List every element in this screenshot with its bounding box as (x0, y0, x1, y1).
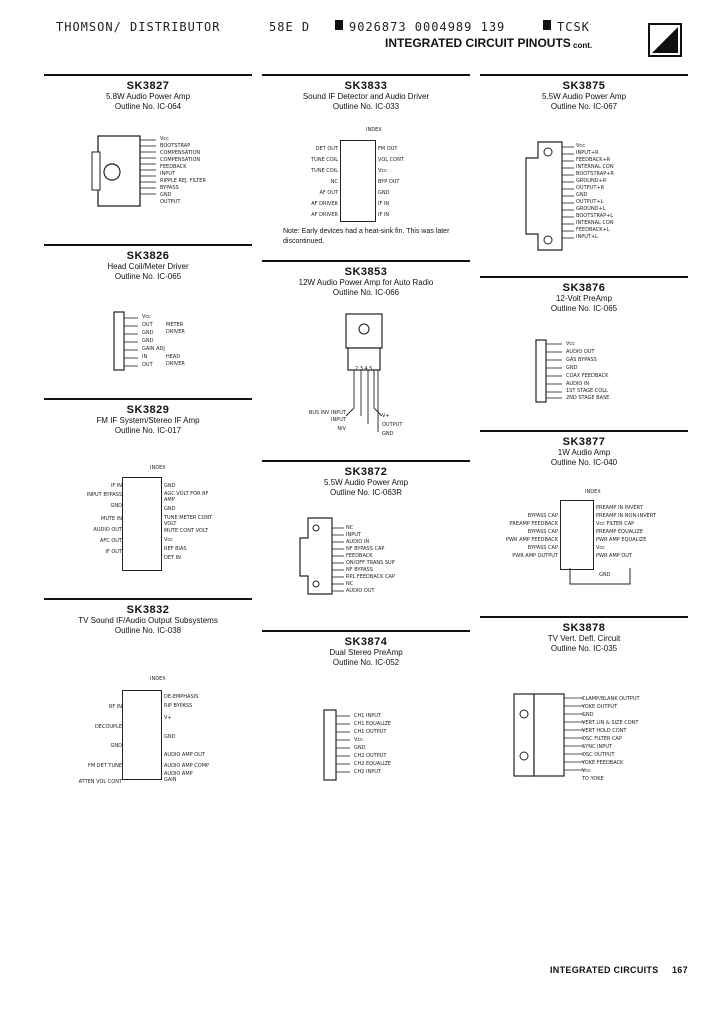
pin-label: INPUT BYPASS (86, 492, 122, 498)
pin-label: GAS BYPASS (566, 357, 597, 363)
pin-label: PREAMP FEEDBACK (509, 521, 558, 527)
part-number: SK3833 (344, 80, 388, 92)
pin-numbers-sk3853: 2 3 4 5 (355, 366, 373, 372)
pin-label: AUDIO OUT (566, 349, 595, 355)
pin-label: Vcc (582, 768, 591, 774)
page-title-cont: cont. (573, 41, 593, 50)
part-number: SK3832 (126, 604, 170, 616)
pin-label: REF BIAS (164, 546, 187, 552)
part-description: 5.8W Audio Power Amp (105, 92, 191, 101)
pin-label: OUTPUT (382, 422, 403, 428)
left-pins-sk3829 (66, 481, 122, 558)
column-rule-left (44, 74, 252, 76)
pin-label: PREAMP IN INVERT (596, 505, 643, 511)
pin-label: GND (164, 483, 176, 489)
pin-label: OUTPUT+R (576, 185, 605, 191)
part-number: SK3827 (126, 80, 170, 92)
section-sk3875 (480, 80, 688, 112)
pin-label: ON/OFF TRANS SUP (346, 560, 395, 566)
pin-label: CH1 OUTPUT (354, 729, 387, 735)
pin-label: CH1 INPUT (354, 713, 381, 719)
pin-label: GND (160, 192, 172, 198)
corner-arrow-logo-icon (648, 23, 682, 57)
pin-label: AUDIO OUT (93, 527, 122, 533)
part-description: Sound IF Detector and Audio Driver (302, 92, 430, 101)
part-description: TV Sound IF/Audio Output Subsystems (78, 616, 218, 625)
pin-label: COMPENSATION (160, 157, 201, 163)
right-pins-sk3833 (378, 144, 448, 221)
pin-label: INTERNAL CON (576, 164, 614, 170)
pin-label: GND (110, 503, 122, 509)
pin-label: Vcc (596, 545, 605, 551)
pin-label: INPUT (346, 532, 361, 538)
pin-list-sk3876 (566, 340, 609, 402)
pin-label: RF IN (108, 704, 122, 710)
part-number: SK3878 (562, 622, 606, 634)
pin-label: V+ (164, 715, 172, 721)
outline-number: Outline No. IC-040 (550, 458, 618, 467)
section-divider (262, 260, 470, 262)
right-pins-sk3877 (596, 504, 686, 560)
pin-label: IF OUT (105, 549, 122, 555)
section-divider (480, 430, 688, 432)
left-pins-sk3853 (308, 410, 346, 434)
pin-list-sk3826 (142, 313, 165, 369)
dip-chip-sk3877 (560, 500, 594, 570)
pin-label: VERT HOLD CONT (582, 728, 627, 734)
pin-label: CLAMP/BLANK OUTPUT (582, 696, 640, 702)
pin-label: TO YOKE (582, 776, 604, 782)
part-number: SK3826 (126, 250, 170, 262)
pin-label: CH2 OUTPUT (354, 753, 387, 759)
dip-chip-sk3833 (340, 140, 376, 222)
pin-label: OUT (142, 362, 153, 368)
right-pins-sk3829 (164, 481, 244, 563)
part-description: Head Coil/Meter Driver (107, 262, 189, 271)
pin-label: NF BYPASS CAP (346, 546, 385, 552)
pin-label: INPUT (160, 171, 175, 177)
header-code: 58E D (269, 20, 311, 34)
pin-label: AUDIO AMP OUT (164, 752, 205, 758)
pin-label: INTERNAL CON (576, 220, 614, 226)
heat-sink-note: Note: Early devices had a heat-sink fin. This was later discontinued. (283, 228, 450, 245)
pin-label: OUT (142, 322, 153, 328)
pin-label: FEEDBACK (346, 553, 373, 559)
ic-package-sk3853 (342, 312, 386, 442)
pin-list-sk3875 (576, 143, 614, 241)
section-sk3877 (480, 436, 688, 468)
right-pins-sk3853 (382, 412, 422, 439)
ic-package-sk3874 (322, 708, 352, 782)
index-label: INDEX (150, 676, 166, 682)
pin-list-sk3872 (346, 525, 395, 595)
pin-label: CH2 INPUT (354, 769, 381, 775)
pin-label: GND (566, 365, 578, 371)
pin-label: GROUND+L (576, 206, 606, 212)
dip-chip-sk3832 (122, 690, 162, 780)
pin-label: BOOTSTRAP+L (576, 213, 614, 219)
part-description: 12-Volt PreAmp (555, 294, 613, 303)
pin-label: GND (164, 506, 176, 512)
pin-label: NC (346, 581, 354, 587)
left-pins-sk3832 (66, 697, 122, 785)
barcode-mark (335, 20, 343, 30)
part-number: SK3874 (344, 636, 388, 648)
pin-label: INPUT+R (576, 150, 599, 156)
outline-number: Outline No. IC-064 (114, 102, 182, 111)
section-divider (262, 460, 470, 462)
pin-label: 2ND STAGE BASE (566, 395, 610, 401)
pin-label: Vcc FILTER CAP (596, 521, 635, 527)
ic-package-sk3875 (524, 140, 574, 252)
section-sk3874 (262, 636, 470, 668)
part-number: SK3876 (562, 282, 606, 294)
pin-label: AUDIO OUT (346, 588, 375, 594)
section-sk3833 (262, 80, 470, 112)
pin-label: MUTE IN (101, 516, 122, 522)
page-title: INTEGRATED CIRCUIT PINOUTS (385, 36, 571, 50)
part-description: 5.5W Audio Power Amp (541, 92, 627, 101)
pin-label: OSC FILTER CAP (582, 736, 622, 742)
section-divider (44, 244, 252, 246)
pin-label: PREAMP EQUALIZE (596, 529, 644, 535)
pin-label: Vcc (576, 143, 585, 149)
pin-label: BYPASS (160, 185, 179, 191)
pin-label: TUNE COIL (311, 157, 338, 163)
pin-label: FM OUT (378, 146, 398, 152)
left-pins-sk3877 (484, 512, 558, 560)
pin-label: AF DRIVER (311, 212, 338, 218)
pin-label: CH2 EQUALIZE (354, 761, 392, 767)
section-sk3878 (480, 622, 688, 654)
pin-label: AUDIO IN (566, 381, 590, 387)
pin-label: COAX FEEDBACK (566, 373, 609, 379)
pin-label: IF IN (378, 201, 390, 207)
header-barcode: 9026873 0004989 139 (349, 20, 506, 34)
part-number: SK3872 (344, 466, 388, 478)
pin-label: GND (142, 330, 154, 336)
pin-label: Vcc (378, 168, 387, 174)
outline-number: Outline No. IC-065 (114, 272, 182, 281)
part-description: 12W Audio Power Amp for Auto Radio (298, 278, 434, 287)
pin-label: DET OUT (315, 146, 338, 152)
pin-label: VERT LIN & SIZE CONT (582, 720, 639, 726)
pin-label: BYPASS CAP (527, 529, 558, 535)
pin-label: GND (378, 190, 390, 196)
pin-label: VOL CONT (378, 157, 404, 163)
pin-label: AUDIO IN (346, 539, 370, 545)
pin-label: GAIN ADJ (142, 346, 165, 352)
pin-label: IN (142, 354, 148, 360)
pin-label: SYNC INPUT (582, 744, 612, 750)
barcode-mark-2 (543, 20, 551, 30)
section-divider (480, 616, 688, 618)
pin-label: Vcc (142, 314, 151, 320)
part-number: SK3877 (562, 436, 606, 448)
pin-label: BOOTSTRAP (160, 143, 191, 149)
pin-label: IF IN (110, 483, 122, 489)
outline-number: Outline No. IC-067 (550, 102, 618, 111)
outline-number: Outline No. IC-038 (114, 626, 182, 635)
pin-label: YOKE OUTPUT (582, 704, 618, 710)
section-sk3826 (44, 250, 252, 282)
outline-number: Outline No. IC-035 (550, 644, 618, 653)
head-driver-label: HEAD DRIVER (166, 354, 185, 367)
column-rule-middle (262, 74, 470, 76)
section-divider (44, 398, 252, 400)
outline-number: Outline No. IC-052 (332, 658, 400, 667)
part-number: SK3875 (562, 80, 606, 92)
pin-label: V+ (382, 413, 390, 419)
pin-label: RIPPLE REJ. FILTER (160, 178, 206, 184)
pin-label: GND (142, 338, 154, 344)
pin-label: AFC OUT (99, 538, 122, 544)
pin-label: COMPENSATION (160, 150, 201, 156)
outline-number: Outline No. IC-063R (329, 488, 403, 497)
dip-chip-sk3829 (122, 477, 162, 571)
pin-label: OUTPUT+L (576, 199, 604, 205)
ic-package-sk3826 (112, 310, 140, 372)
pin-label: NF BYPASS (346, 567, 373, 573)
pin-label: OUTPUT (160, 199, 181, 205)
pin-label: AGC VOLT FOR RF AMP (164, 491, 209, 503)
pin-label: NC (346, 525, 354, 531)
pin-label: 1ST STAGE COLL (566, 388, 608, 394)
pin-label: FEEDBACK+R (576, 157, 611, 163)
pin-label: PWR AMP OUT (596, 553, 633, 559)
pin-label: GND (582, 712, 594, 718)
outline-number: Outline No. IC-033 (332, 102, 400, 111)
pin-label: PWR AMP FEEDBACK (506, 537, 558, 543)
pin-label: GND (354, 745, 366, 751)
pin-label: ATTEN VOL CONT (78, 779, 122, 785)
pin-label: DE-EMPHASIS (164, 694, 199, 700)
pin-label: OSC OUTPUT (582, 752, 615, 758)
pin-label: INPUT (331, 417, 346, 423)
gnd-label: GND (599, 572, 611, 578)
pin-label: GND (110, 743, 122, 749)
ic-package-sk3827 (90, 132, 160, 210)
left-pins-sk3833 (282, 144, 338, 221)
pin-label: IF IN (378, 212, 390, 218)
part-description: TV Vert. Defl. Circuit (547, 634, 621, 643)
page-number: 167 (672, 965, 688, 975)
pin-label: BOOTSTRAP+R (576, 171, 614, 177)
pin-label: PWR AMP OUTPUT (512, 553, 558, 559)
column-rule-right (480, 74, 688, 76)
pin-label: CH1 EQUALIZE (354, 721, 392, 727)
pin-label: Vcc (164, 537, 173, 543)
ic-package-sk3872 (298, 516, 344, 596)
index-label: INDEX (150, 465, 166, 471)
pin-label: TUNE METER CONT VOLT (164, 515, 213, 527)
pin-label: MUTE CONT VOLT (164, 528, 209, 534)
pin-label: BYPASS CAP (527, 545, 558, 551)
part-number: SK3853 (344, 266, 388, 278)
pin-list-sk3878 (582, 695, 640, 783)
section-sk3876 (480, 282, 688, 314)
right-pins-sk3832 (164, 693, 244, 783)
pin-label: RPL FEEDBACK CAP (346, 574, 395, 580)
pin-label: AF OUT (319, 190, 338, 196)
part-description: 5.5W Audio Power Amp (323, 478, 409, 487)
outline-number: Outline No. IC-066 (332, 288, 400, 297)
pin-label: NIV (337, 426, 346, 432)
header-suffix: TCSK (557, 20, 590, 34)
pin-label: TUNE COIL (311, 168, 338, 174)
header-distributor: THOMSON/ DISTRIBUTOR (56, 20, 221, 34)
pin-label: GND (164, 734, 176, 740)
section-sk3853 (262, 266, 470, 298)
pin-label: AUDIO AMP COMP (164, 763, 210, 769)
pin-label: PREAMP IN NON-INVERT (596, 513, 656, 519)
pin-label: BYPASS CAP (527, 513, 558, 519)
pin-label: Vcc (354, 737, 363, 743)
meter-driver-label: METER DRIVER (166, 322, 185, 335)
pin-label: FM DET TUNE (87, 763, 122, 769)
pin-label: GND (576, 192, 588, 198)
footer-label: INTEGRATED CIRCUITS (550, 965, 659, 975)
index-label: INDEX (585, 489, 601, 495)
pin-label: Vcc (160, 136, 169, 142)
pin-label: INPUT+L (576, 234, 598, 240)
pin-label: GROUND+R (576, 178, 607, 184)
section-sk3827 (44, 80, 252, 112)
pin-label: Vcc (566, 341, 575, 347)
section-sk3829 (44, 404, 252, 436)
pin-label: FEEDBACK+L (576, 227, 610, 233)
pin-label: GND (382, 431, 394, 437)
ic-package-sk3876 (534, 338, 564, 404)
pin-label: BUS INV INPUT (308, 410, 346, 416)
part-description: FM IF System/Stereo IF Amp (96, 416, 200, 425)
pin-label: PWR AMP EQUALIZE (596, 537, 647, 543)
part-description: 1W Audio Amp (557, 448, 611, 457)
section-divider (480, 276, 688, 278)
section-sk3872 (262, 466, 470, 498)
outline-number: Outline No. IC-065 (550, 304, 618, 313)
part-description: Dual Stereo PreAmp (329, 648, 403, 657)
pin-label: NC (330, 179, 338, 185)
outline-number: Outline No. IC-017 (114, 426, 182, 435)
section-divider (262, 630, 470, 632)
part-number: SK3829 (126, 404, 170, 416)
pin-label: RIP BYPASS (164, 703, 193, 709)
pin-label: AF DRIVER (311, 201, 338, 207)
pin-label: FEEDBACK (160, 164, 187, 170)
pin-list-sk3874 (354, 712, 391, 776)
pin-label: AUDIO AMP GAIN (164, 771, 193, 783)
pin-list-sk3827 (160, 136, 206, 206)
pin-label: DET IN (164, 555, 181, 561)
pin-label: DECOUPLE (94, 724, 122, 730)
index-label: INDEX (366, 127, 382, 133)
section-divider (44, 598, 252, 600)
pin-label: YOKE FEEDBACK (582, 760, 624, 766)
ic-package-sk3878 (512, 692, 584, 778)
pin-label: BYP OUT (378, 179, 400, 185)
section-sk3832 (44, 604, 252, 636)
